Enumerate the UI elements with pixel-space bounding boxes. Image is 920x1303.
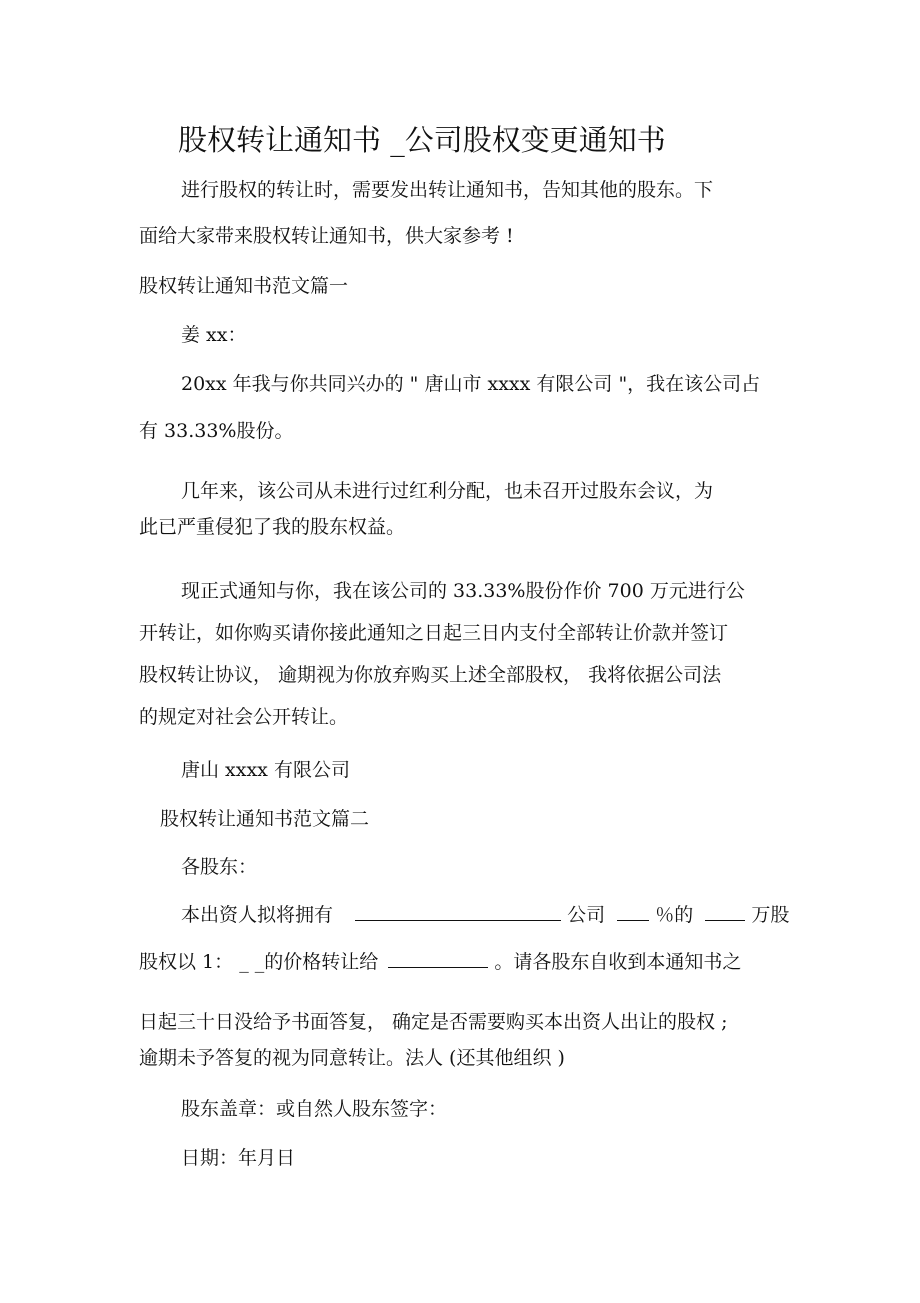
blank-field (355, 902, 561, 921)
paragraph-3-line-4: 的规定对社会公开转让。 (139, 706, 349, 728)
blank-field (617, 902, 649, 921)
form-text: 股权以 1： (139, 951, 234, 973)
form-text: _ _的价格转让给 (239, 951, 379, 973)
paragraph-4-line-1: 日起三十日没给予书面答复， 确定是否需要购买本出资人出让的股权 ; (139, 1011, 728, 1033)
salutation-2: 各股东： (181, 856, 258, 878)
blank-field (705, 902, 745, 921)
paragraph-3-line-1: 现正式通知与你，我在该公司的 33.33%股份作价 700 万元进行公 (181, 580, 745, 602)
salutation-1: 姜 xx： (181, 324, 247, 346)
paragraph-3-line-2: 开转让，如你购买请你接此通知之日起三日内支付全部转让价款并签订 (139, 622, 729, 644)
seal-line: 股东盖章：或自然人股东签字： (181, 1098, 448, 1120)
form-text: 。请各股东自收到本通知书之 (494, 951, 742, 973)
blank-field (388, 949, 488, 968)
intro-line-1: 进行股权的转让时，需要发出转让通知书，告知其他的股东。下 (181, 179, 714, 201)
date-line: 日期：年月日 (181, 1147, 296, 1169)
section-heading-1: 股权转让通知书范文篇一 (139, 275, 349, 297)
form-line-1 (181, 902, 789, 927)
form-text: 公司 (567, 904, 606, 926)
company-signature: 唐山 xxxx 有限公司 (181, 759, 350, 781)
form-text: 万股 (751, 904, 790, 926)
paragraph-3-line-3: 股权转让协议， 逾期视为你放弃购买上述全部股权， 我将依据公司法 (139, 664, 722, 686)
paragraph-2-line-1: 几年来，该公司从未进行过红利分配，也未召开过股东会议，为 (181, 480, 714, 502)
paragraph-1-line-1: 20xx 年我与你共同兴办的 " 唐山市 xxxx 有限公司 "，我在该公司占 (181, 373, 761, 395)
section-heading-2: 股权转让通知书范文篇二 (160, 808, 370, 830)
paragraph-4-line-2: 逾期未予答复的视为同意转让。法人 (还其他组织 ) (139, 1047, 565, 1069)
document-title: 股权转让通知书 _公司股权变更通知书 (178, 123, 666, 157)
intro-line-2: 面给大家带来股权转让通知书，供大家参考 ! (139, 225, 514, 247)
form-line-2 (139, 949, 741, 974)
paragraph-1-line-2: 有 33.33%股份。 (139, 420, 294, 442)
paragraph-2-line-2: 此已严重侵犯了我的股东权益。 (139, 516, 406, 538)
form-text: 本出资人拟将拥有 (181, 904, 334, 926)
form-text: ％的 (655, 904, 694, 926)
